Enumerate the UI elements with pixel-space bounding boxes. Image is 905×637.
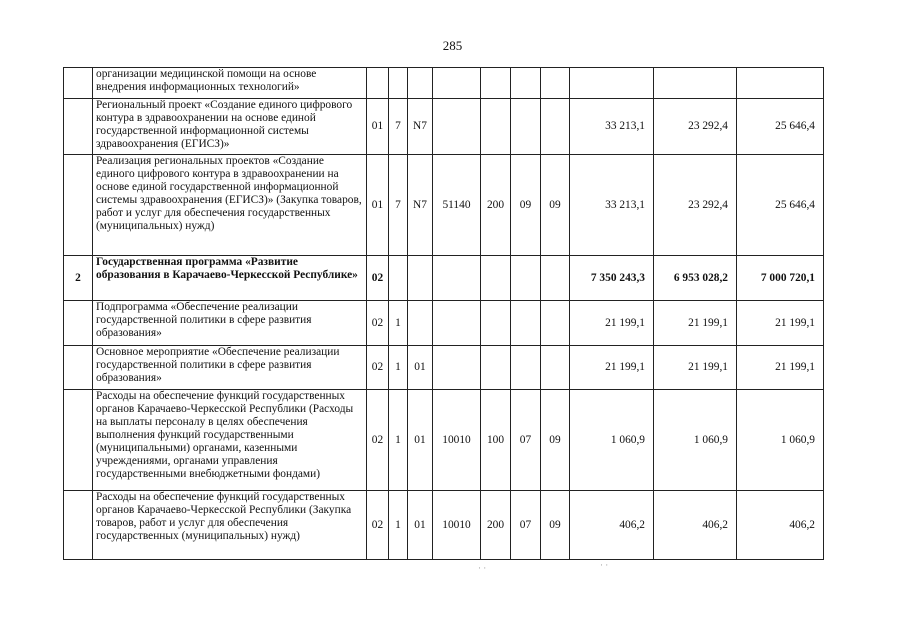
expense-type-cell — [481, 256, 511, 301]
amount-year2-cell: 6 953 028,2 — [654, 256, 737, 301]
measure-code-cell: N7 — [408, 155, 433, 256]
table-row — [64, 68, 824, 99]
amount-year2-cell — [654, 68, 737, 99]
subsection-cell — [541, 301, 570, 346]
program-code-cell: 02 — [367, 301, 389, 346]
amount-year1-cell: 406,2 — [570, 491, 654, 560]
table-row — [64, 155, 824, 256]
subsection-cell: 09 — [541, 491, 570, 560]
expense-name-cell: Подпрограмма «Обеспечение реализации государственной политики в сфере развития образования» — [93, 301, 367, 346]
amount-year2-cell: 1 060,9 — [654, 390, 737, 491]
expense-name-cell: Региональный проект «Создание единого цифрового контура в здравоохранении на основе единой государственной информационной системы здравоохранения (ЕГИСЗ)» — [93, 99, 367, 155]
section-cell — [511, 301, 541, 346]
amount-year2-cell: 23 292,4 — [654, 99, 737, 155]
amount-year1-cell: 33 213,1 — [570, 155, 654, 256]
row-number-cell — [64, 68, 93, 99]
page-number: 285 — [442, 38, 463, 53]
amount-year1-cell — [570, 68, 654, 99]
scan-speck: · · — [600, 560, 609, 570]
program-code-cell: 02 — [367, 390, 389, 491]
subsection-cell: 09 — [541, 390, 570, 491]
section-cell — [511, 256, 541, 301]
expense-type-cell: 100 — [481, 390, 511, 491]
amount-year1-cell: 33 213,1 — [570, 99, 654, 155]
program-code-cell: 01 — [367, 155, 389, 256]
expense-type-cell: 200 — [481, 491, 511, 560]
section-cell: 07 — [511, 491, 541, 560]
program-code-cell: 02 — [367, 256, 389, 301]
expense-type-cell — [481, 346, 511, 390]
section-cell — [511, 346, 541, 390]
direction-code-cell — [433, 301, 481, 346]
subsection-cell — [541, 68, 570, 99]
amount-year2-cell: 406,2 — [654, 491, 737, 560]
scan-speck: · · — [478, 563, 487, 573]
program-code-cell: 01 — [367, 99, 389, 155]
expense-name-cell: Основное мероприятие «Обеспечение реализации государственной политики в сфере развития образования» — [93, 346, 367, 390]
program-code-cell: 02 — [367, 491, 389, 560]
table-row — [64, 301, 824, 346]
direction-code-cell: 10010 — [433, 491, 481, 560]
direction-code-cell — [433, 346, 481, 390]
table-row — [64, 346, 824, 390]
measure-code-cell — [408, 301, 433, 346]
subprogram-code-cell: 1 — [389, 390, 408, 491]
amount-year1-cell: 1 060,9 — [570, 390, 654, 491]
section-cell — [511, 68, 541, 99]
section-cell: 07 — [511, 390, 541, 491]
row-number-cell — [64, 301, 93, 346]
table-row — [64, 390, 824, 491]
amount-year3-cell: 21 199,1 — [737, 346, 824, 390]
measure-code-cell: N7 — [408, 99, 433, 155]
table-row — [64, 256, 824, 301]
row-number-cell — [64, 390, 93, 491]
expense-type-cell — [481, 99, 511, 155]
expense-type-cell — [481, 68, 511, 99]
subprogram-code-cell: 1 — [389, 346, 408, 390]
amount-year3-cell: 25 646,4 — [737, 99, 824, 155]
subprogram-code-cell: 7 — [389, 99, 408, 155]
measure-code-cell — [408, 68, 433, 99]
direction-code-cell — [433, 68, 481, 99]
amount-year3-cell: 406,2 — [737, 491, 824, 560]
program-code-cell — [367, 68, 389, 99]
expense-name-cell: Расходы на обеспечение функций государственных органов Карачаево-Черкесской Республики (Закупка товаров, работ и услуг для обеспечения государственных (муниципальных) нужд) — [93, 491, 367, 560]
row-number-cell — [64, 491, 93, 560]
subsection-cell — [541, 346, 570, 390]
subprogram-code-cell: 1 — [389, 301, 408, 346]
subsection-cell — [541, 256, 570, 301]
measure-code-cell — [408, 256, 433, 301]
amount-year3-cell: 1 060,9 — [737, 390, 824, 491]
subprogram-code-cell: 7 — [389, 155, 408, 256]
amount-year3-cell: 21 199,1 — [737, 301, 824, 346]
amount-year1-cell: 21 199,1 — [570, 346, 654, 390]
subsection-cell: 09 — [541, 155, 570, 256]
direction-code-cell — [433, 256, 481, 301]
measure-code-cell: 01 — [408, 346, 433, 390]
amount-year2-cell: 21 199,1 — [654, 301, 737, 346]
expense-name-cell: организации медицинской помощи на основе внедрения информационных технологий» — [93, 68, 367, 99]
amount-year3-cell: 7 000 720,1 — [737, 256, 824, 301]
direction-code-cell: 51140 — [433, 155, 481, 256]
subprogram-code-cell: 1 — [389, 491, 408, 560]
direction-code-cell: 10010 — [433, 390, 481, 491]
table-row — [64, 99, 824, 155]
amount-year1-cell: 21 199,1 — [570, 301, 654, 346]
amount-year3-cell — [737, 68, 824, 99]
expense-type-cell: 200 — [481, 155, 511, 256]
amount-year3-cell: 25 646,4 — [737, 155, 824, 256]
row-number-cell: 2 — [64, 256, 93, 301]
expense-type-cell — [481, 301, 511, 346]
budget-table — [63, 67, 824, 560]
expense-name-cell: Государственная программа «Развитие образования в Карачаево-Черкесской Республике» — [93, 256, 367, 301]
amount-year2-cell: 21 199,1 — [654, 346, 737, 390]
section-cell: 09 — [511, 155, 541, 256]
program-code-cell: 02 — [367, 346, 389, 390]
subsection-cell — [541, 99, 570, 155]
row-number-cell — [64, 99, 93, 155]
section-cell — [511, 99, 541, 155]
amount-year1-cell: 7 350 243,3 — [570, 256, 654, 301]
measure-code-cell: 01 — [408, 390, 433, 491]
expense-name-cell: Реализация региональных проектов «Создание единого цифрового контура в здравоохранении на основе единой государственной информационной системы здравоохранения (ЕГИСЗ)» (Закупка товаров, работ и услуг для обеспечения государственных (муниципальных) нужд) — [93, 155, 367, 256]
expense-name-cell: Расходы на обеспечение функций государственных органов Карачаево-Черкесской Республики (Расходы на выплаты персоналу в целях обеспечения выполнения функций государственными (муниципальными) органами, казенными учреждениями, органами управления государственными внебюджетными фондами) — [93, 390, 367, 491]
subprogram-code-cell — [389, 256, 408, 301]
measure-code-cell: 01 — [408, 491, 433, 560]
row-number-cell — [64, 346, 93, 390]
row-number-cell — [64, 155, 93, 256]
subprogram-code-cell — [389, 68, 408, 99]
direction-code-cell — [433, 99, 481, 155]
amount-year2-cell: 23 292,4 — [654, 155, 737, 256]
table-row — [64, 491, 824, 560]
